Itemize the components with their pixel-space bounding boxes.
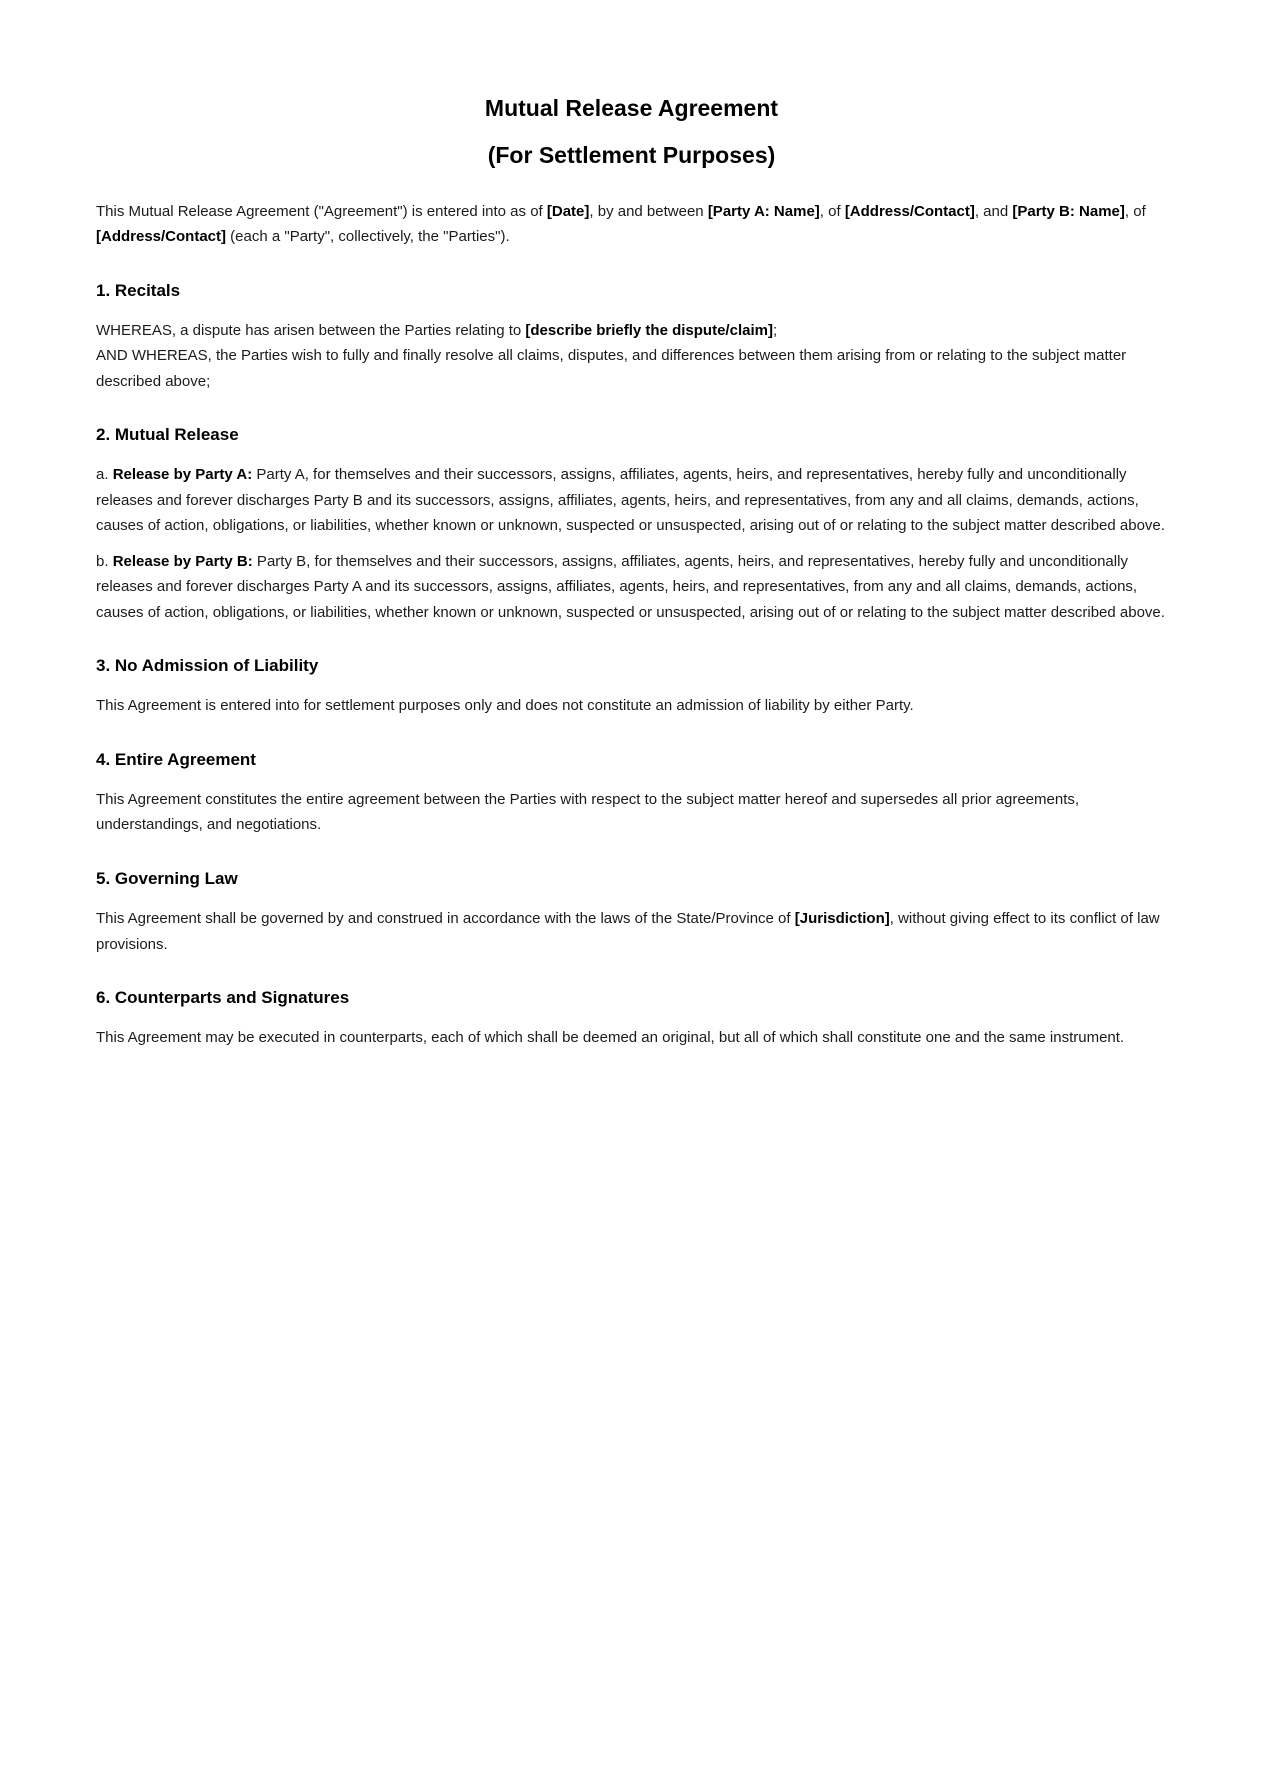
section-governing-law-heading: 5. Governing Law	[96, 868, 238, 888]
section-mutual-release-heading: 2. Mutual Release	[96, 425, 239, 445]
text-run: , of	[1124, 202, 1146, 220]
section-entire-agreement-paragraph	[96, 787, 1167, 838]
section-recitals	[96, 280, 1167, 395]
section-counterparts	[96, 987, 1167, 1051]
section-entire-agreement	[96, 749, 1167, 838]
release-by-party-b-paragraph	[96, 549, 1167, 626]
document-title: Mutual Release Agreement	[484, 95, 779, 121]
bold-run: [Party B: Name]	[1012, 202, 1125, 220]
text-run: Party B, for themselves and their successors, assigns, affiliates, agents, heirs, and representatives, hereby fully and unconditionally releases and forever discharges Party A and its successors, assigns, affiliates, agents, heirs, and representatives, from any and all claims, demands, actions, causes of action, obligations, or liabilities, whether known or unknown, suspected or unsuspected, arising out of or relating to the subject matter described above.	[96, 552, 1165, 621]
text-run: This Mutual Release Agreement ("Agreement") is entered into as of	[96, 202, 547, 220]
bold-run: [Address/Contact]	[844, 202, 975, 220]
section-no-admission	[96, 655, 1167, 719]
section-governing-law	[96, 868, 1167, 957]
text-run: , without giving effect to its conflict of law provisions.	[96, 910, 1160, 953]
bold-run: [Jurisdiction]	[794, 910, 890, 928]
text-run: (each a "Party", collectively, the "Parties").	[226, 228, 510, 246]
document-subtitle: (For Settlement Purposes)	[487, 142, 776, 169]
section-mutual-release	[96, 424, 1167, 625]
text-run: ;	[772, 321, 778, 339]
text-run: Party A, for themselves and their successors, assigns, affiliates, agents, heirs, and representatives, hereby fully and unconditionally releases and forever discharges Party B and its successors, assigns, affiliates, agents, heirs, and representatives, from any and all claims, demands, actions, causes of action, obligations, or liabilities, whether known or unknown, suspected or unsuspected, arising out of or relating to the subject matter described above.	[96, 466, 1165, 535]
text-run: This Agreement shall be governed by and construed in accordance with the laws of the State/Province of	[96, 910, 795, 928]
text-run: WHEREAS, a dispute has arisen between the Parties relating to	[96, 321, 526, 339]
text-run: , and	[974, 202, 1013, 220]
bold-run: [Party A: Name]	[707, 202, 820, 220]
text-run: a.	[96, 466, 113, 484]
text-run: , by and between	[589, 202, 708, 220]
section-no-admission-paragraph	[96, 693, 1167, 719]
section-counterparts-paragraph	[96, 1025, 1167, 1051]
bold-run: [describe briefly the dispute/claim]	[525, 321, 773, 339]
text-run: This Agreement constitutes the entire agreement between the Parties with respect to the subject matter hereof and supersedes all prior agreements, understandings, and negotiations.	[96, 790, 1080, 834]
section-counterparts-heading: 6. Counterparts and Signatures	[96, 988, 350, 1008]
section-recitals-heading: 1. Recitals	[96, 280, 181, 300]
bold-run: Release by Party A:	[112, 466, 253, 484]
bold-run: [Address/Contact]	[96, 228, 227, 246]
text-run: This Agreement may be executed in counterparts, each of which shall be deemed an original, but all of which shall constitute one and the same instrument.	[96, 1029, 1125, 1047]
bold-run: [Date]	[546, 202, 590, 220]
release-by-party-a-paragraph	[96, 462, 1167, 539]
section-no-admission-heading: 3. No Admission of Liability	[96, 656, 319, 676]
intro-paragraph	[96, 199, 1167, 250]
section-recitals-paragraph	[96, 318, 1167, 395]
text-run: AND WHEREAS, the Parties wish to fully and finally resolve all claims, disputes, and differences between them arising from or relating to the subject matter described above;	[96, 347, 1127, 390]
bold-run: Release by Party B:	[112, 552, 253, 570]
text-run: b.	[96, 552, 113, 570]
section-governing-law-paragraph	[96, 906, 1167, 957]
text-run: This Agreement is entered into for settlement purposes only and does not constitute an admission of liability by either Party.	[96, 697, 914, 715]
text-run: , of	[819, 202, 845, 220]
section-entire-agreement-heading: 4. Entire Agreement	[96, 749, 256, 769]
